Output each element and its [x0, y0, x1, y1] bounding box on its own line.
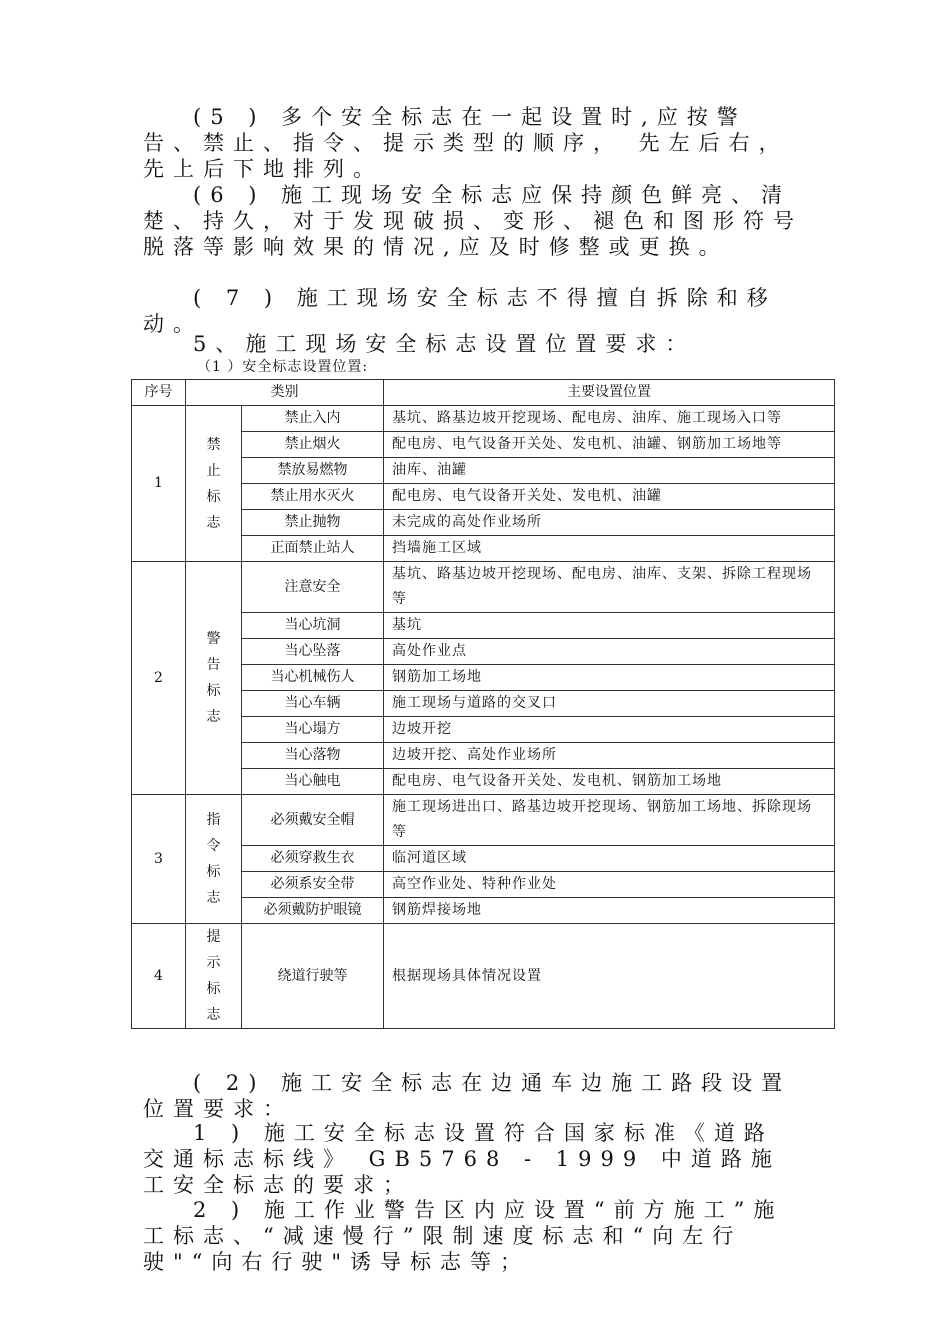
sign-name: 禁止烟火	[242, 432, 384, 458]
table-row	[132, 406, 835, 432]
group-number: 2	[132, 562, 186, 795]
sign-location: 配电房、电气设备开关处、发电机、钢筋加工场地	[384, 769, 835, 795]
group-category-label: 指令标志	[206, 812, 221, 906]
paragraph-7: ( 7 ) 施工现场安全标志不得擅自拆除和移动。	[143, 286, 777, 336]
group-category-label: 警告标志	[206, 631, 221, 725]
sign-name: 当心坠落	[242, 639, 384, 665]
table-subheading: （1 ）安全标志设置位置:	[197, 359, 369, 375]
safety-sign-table	[131, 379, 835, 1029]
sign-location: 临河道区域	[384, 846, 835, 872]
sign-name: 必须戴防护眼镜	[242, 898, 384, 924]
sign-name: 必须系安全带	[242, 872, 384, 898]
sign-name: 禁止抛物	[242, 510, 384, 536]
sign-location: 边坡开挖	[384, 717, 835, 743]
paragraph-2: ( 2) 施工安全标志在边通车边施工路段设置位置要求：	[143, 1071, 792, 1121]
group-category-label: 提示标志	[206, 929, 221, 1023]
group-number: 4	[132, 924, 186, 1029]
sign-location: 高处作业点	[384, 639, 835, 665]
table-row	[132, 795, 835, 846]
paragraph-5: (5 ) 多个安全标志在一起设置时,应按警告、禁止、指令、提示类型的顺序， 先左后右， 先上后下地排列。	[143, 105, 789, 181]
sign-location: 边坡开挖、高处作业场所	[384, 743, 835, 769]
sign-name: 正面禁止站人	[242, 536, 384, 562]
sign-name: 禁止入内	[242, 406, 384, 432]
sign-name: 当心落物	[242, 743, 384, 769]
sign-name: 当心触电	[242, 769, 384, 795]
sign-name: 当心机械伤人	[242, 665, 384, 691]
sign-name: 当心塌方	[242, 717, 384, 743]
paragraph-2-1: 1 ) 施工安全标志设置符合国家标准《道路交通标志标线》 GB5768 - 1999 中道路施工安全标志的要求；	[143, 1121, 781, 1197]
sign-location: 钢筋加工场地	[384, 665, 835, 691]
sign-name: 当心坑洞	[242, 613, 384, 639]
section-heading: 5、施工现场安全标志设置位置要求：	[193, 332, 696, 356]
sign-location: 根据现场具体情况设置	[384, 924, 835, 1029]
table-header-row	[132, 380, 835, 406]
table-row	[132, 562, 835, 613]
paragraph-2-2: 2 ) 施工作业警告区内应设置“前方施工”施工标志、“减速慢行”限制速度标志和“向左行驶"“向右行驶"诱导标志等；	[143, 1198, 784, 1274]
sign-name: 必须戴安全帽	[242, 795, 384, 846]
group-category	[186, 406, 242, 562]
group-category	[186, 562, 242, 795]
sign-location: 高空作业处、特种作业处	[384, 872, 835, 898]
sign-location: 未完成的高处作业场所	[384, 510, 835, 536]
sign-name: 注意安全	[242, 562, 384, 613]
header-num: 序号	[132, 380, 186, 406]
sign-location: 基坑、路基边坡开挖现场、配电房、油库、支架、拆除工程现场等	[384, 562, 835, 613]
sign-name: 禁止用水灭火	[242, 484, 384, 510]
group-category	[186, 795, 242, 924]
group-category-label: 禁止标志	[206, 436, 221, 531]
group-number: 1	[132, 406, 186, 562]
sign-location: 挡墙施工区域	[384, 536, 835, 562]
header-category: 类别	[186, 380, 384, 406]
sign-name: 禁放易燃物	[242, 458, 384, 484]
sign-location: 基坑、路基边坡开挖现场、配电房、油库、施工现场入口等	[384, 406, 835, 432]
sign-name: 必须穿救生衣	[242, 846, 384, 872]
sign-location: 配电房、电气设备开关处、发电机、油罐、钢筋加工场地等	[384, 432, 835, 458]
sign-location: 油库、油罐	[384, 458, 835, 484]
sign-name: 当心车辆	[242, 691, 384, 717]
sign-location: 钢筋焊接场地	[384, 898, 835, 924]
sign-location: 施工现场与道路的交叉口	[384, 691, 835, 717]
table-row	[132, 924, 835, 1029]
sign-location: 施工现场进出口、路基边坡开挖现场、钢筋加工场地、拆除现场等	[384, 795, 835, 846]
sign-location: 基坑	[384, 613, 835, 639]
paragraph-6: (6 ) 施工现场安全标志应保持颜色鲜亮、清楚、持久，对于发现破损、变形、褪色和图形符号脱落等影响效果的情况,应及时修整或更换。	[143, 183, 803, 259]
sign-name: 绕道行驶等	[242, 924, 384, 1029]
group-category	[186, 924, 242, 1029]
sign-location: 配电房、电气设备开关处、发电机、油罐	[384, 484, 835, 510]
group-number: 3	[132, 795, 186, 924]
header-location: 主要设置位置	[384, 380, 835, 406]
